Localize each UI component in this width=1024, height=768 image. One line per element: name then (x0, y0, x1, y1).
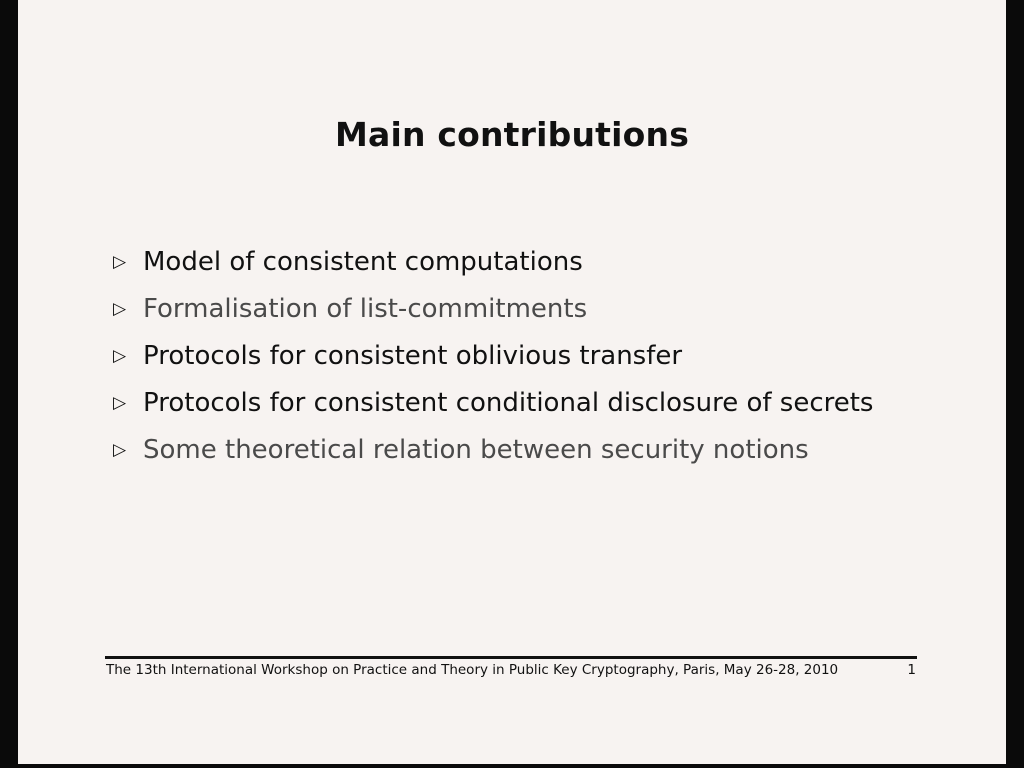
bullet-item (113, 285, 873, 332)
footer-conference-text: The 13th International Workshop on Practice and Theory in Public Key Cryptography, Paris, May 26-28, 2010 (106, 662, 839, 678)
bullet-item (113, 426, 873, 473)
bullet-text: Protocols for consistent conditional disclosure of secrets (143, 387, 874, 418)
bullet-text: Formalisation of list-commitments (143, 293, 588, 324)
triangle-bullet-icon: ▷ (113, 345, 127, 366)
triangle-bullet-icon: ▷ (113, 392, 127, 413)
bullet-item (113, 379, 873, 426)
bullet-item (113, 332, 873, 379)
bullet-text: Model of consistent computations (143, 246, 583, 277)
presentation-slide (18, 0, 1006, 764)
bullet-list (113, 238, 873, 473)
triangle-bullet-icon: ▷ (113, 298, 127, 319)
bullet-text: Some theoretical relation between security notions (143, 434, 809, 465)
bullet-text: Protocols for consistent oblivious transfer (143, 340, 683, 371)
footer-divider (105, 656, 917, 659)
slide-page-number: 1 (907, 662, 916, 678)
bullet-item (113, 238, 873, 285)
triangle-bullet-icon: ▷ (113, 439, 127, 460)
triangle-bullet-icon: ▷ (113, 251, 127, 272)
slide-title: Main contributions (334, 115, 690, 154)
